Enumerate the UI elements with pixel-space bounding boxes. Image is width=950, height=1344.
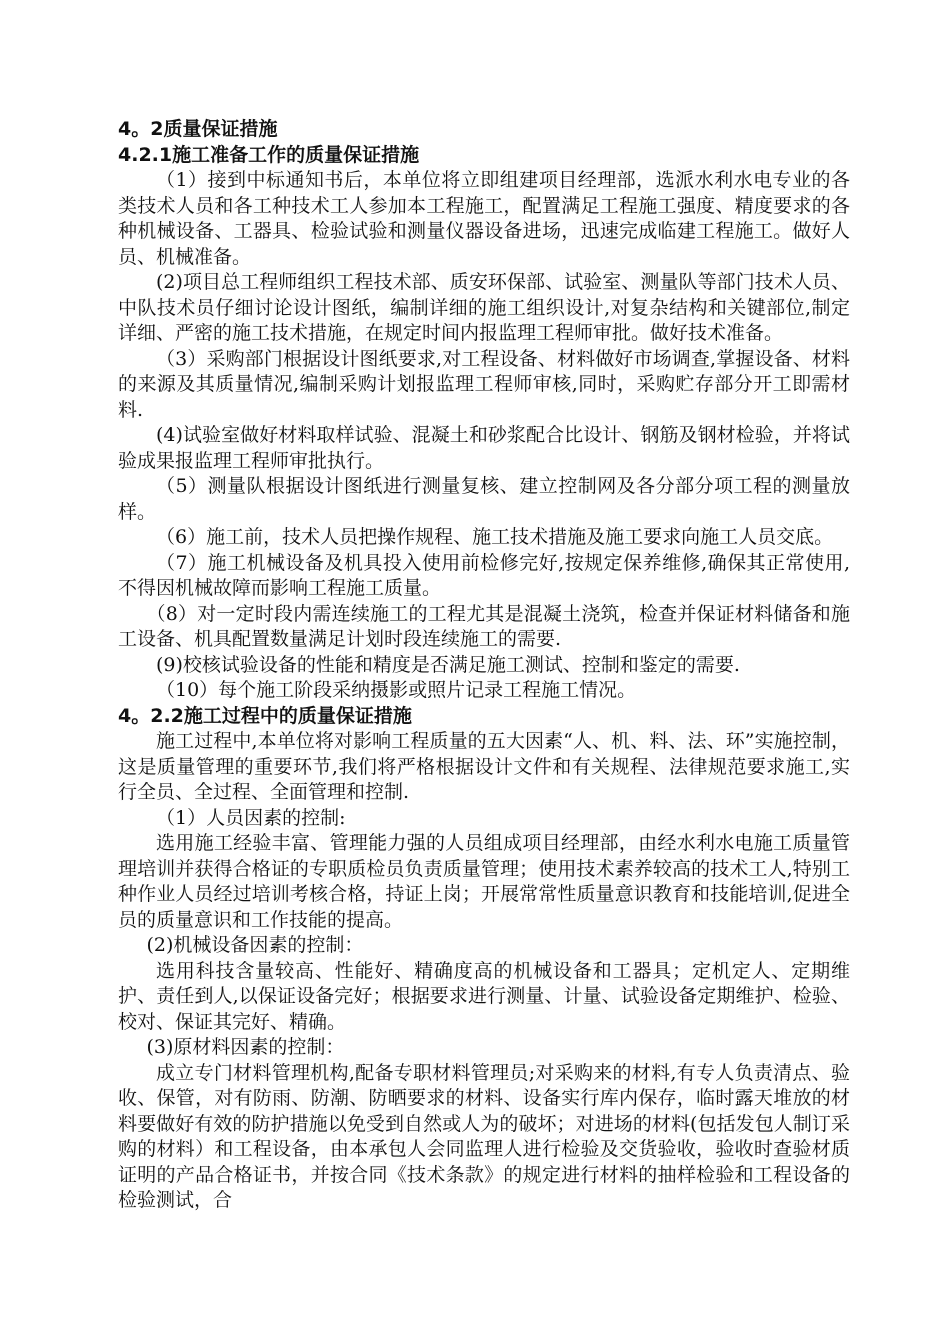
paragraph: (2)机械设备因素的控制： (146, 934, 364, 956)
paragraph: （1）接到中标通知书后，本单位将立即组建项目经理部，选派水利水电专业的各类技术人员和各工种技术工人参加本工程施工，配置满足工程施工强度、精度要求的各种机械设备、工器具、检验试验和测量仪器设备进场，迅速完成临建工程施工。做好人员、机械准备。 (118, 169, 850, 268)
paragraph: (4)试验室做好材料取样试验、混凝土和砂浆配合比设计、钢筋及钢材检验，并将试验成果报监理工程师审批执行。 (118, 424, 850, 472)
section-heading: 4。2质量保证措施 (118, 118, 278, 140)
paragraph: （7）施工机械设备及机具投入使用前检修完好,按规定保养维修,确保其正常使用,不得因机械故障而影响工程施工质量。 (118, 551, 850, 599)
paragraph: 成立专门材料管理机构,配备专职材料管理员;对采购来的材料,有专人负责清点、验收、保管，对有防雨、防潮、防晒要求的材料、设备实行库内保存，临时露天堆放的材料要做好有效的防护措施以免受到自然或人为的破坏；对进场的材料(包括发包人制订采购的材料）和工程设备，由本承包人会同监理人进行检验及交货验收，验收时查验材质证明的产品合格证书，并按合同《技术条款》的规定进行材料的抽样检验和工程设备的检验测试，合 (118, 1061, 850, 1211)
paragraph: （6）施工前，技术人员把操作规程、施工技术措施及施工要求向施工人员交底。 (156, 526, 834, 548)
paragraph: （5）测量队根据设计图纸进行测量复核、建立控制网及各分部分项工程的测量放样。 (118, 475, 850, 523)
paragraph: （10）每个施工阶段采纳摄影或照片记录工程施工情况。 (156, 679, 637, 701)
paragraph: （3）采购部门根据设计图纸要求,对工程设备、材料做好市场调查,掌握设备、材料的来源及其质量情况,编制采购计划报监理工程师审核,同时，采购贮存部分开工即需材料. (118, 347, 850, 421)
paragraph: 选用施工经验丰富、管理能力强的人员组成项目经理部，由经水利水电施工质量管理培训并获得合格证的专职质检员负责质量管理；使用技术素养较高的技术工人,特别工种作业人员经过培训考核合格，持证上岗；开展常常性质量意识教育和技能培训,促进全员的质量意识和工作技能的提高。 (118, 832, 850, 931)
paragraph: (3)原材料因素的控制： (146, 1036, 345, 1058)
subsection-heading: 4.2.1施工准备工作的质量保证措施 (118, 143, 420, 166)
document-page (118, 117, 850, 1214)
paragraph: （8）对一定时段内需连续施工的工程尤其是混凝土浇筑，检查并保证材料储备和施工设备、机具配置数量满足计划时段连续施工的需要. (118, 602, 850, 650)
paragraph: 选用科技含量较高、性能好、精确度高的机械设备和工器具；定机定人、定期维护、责任到人,以保证设备完好；根据要求进行测量、计量、试验设备定期维护、检验、校对、保证其完好、精确。 (118, 959, 850, 1033)
paragraph: (9)校核试验设备的性能和精度是否满足施工测试、控制和鉴定的需要. (156, 653, 740, 676)
paragraph: （1）人员因素的控制: (156, 806, 346, 829)
paragraph: 施工过程中,本单位将对影响工程质量的五大因素“人、机、料、法、环”实施控制，这是质量管理的重要环节,我们将严格根据设计文件和有关规程、法律规范要求施工,实行全员、全过程、全面管理和控制. (118, 730, 850, 803)
subsection-heading: 4。2.2施工过程中的质量保证措施 (118, 704, 412, 727)
paragraph: (2)项目总工程师组织工程技术部、质安环保部、试验室、测量队等部门技术人员、中队技术员仔细讨论设计图纸，编制详细的施工组织设计,对复杂结构和关键部位,制定详细、严密的施工技术措施，在规定时间内报监理工程师审批。做好技术准备。 (118, 271, 850, 344)
